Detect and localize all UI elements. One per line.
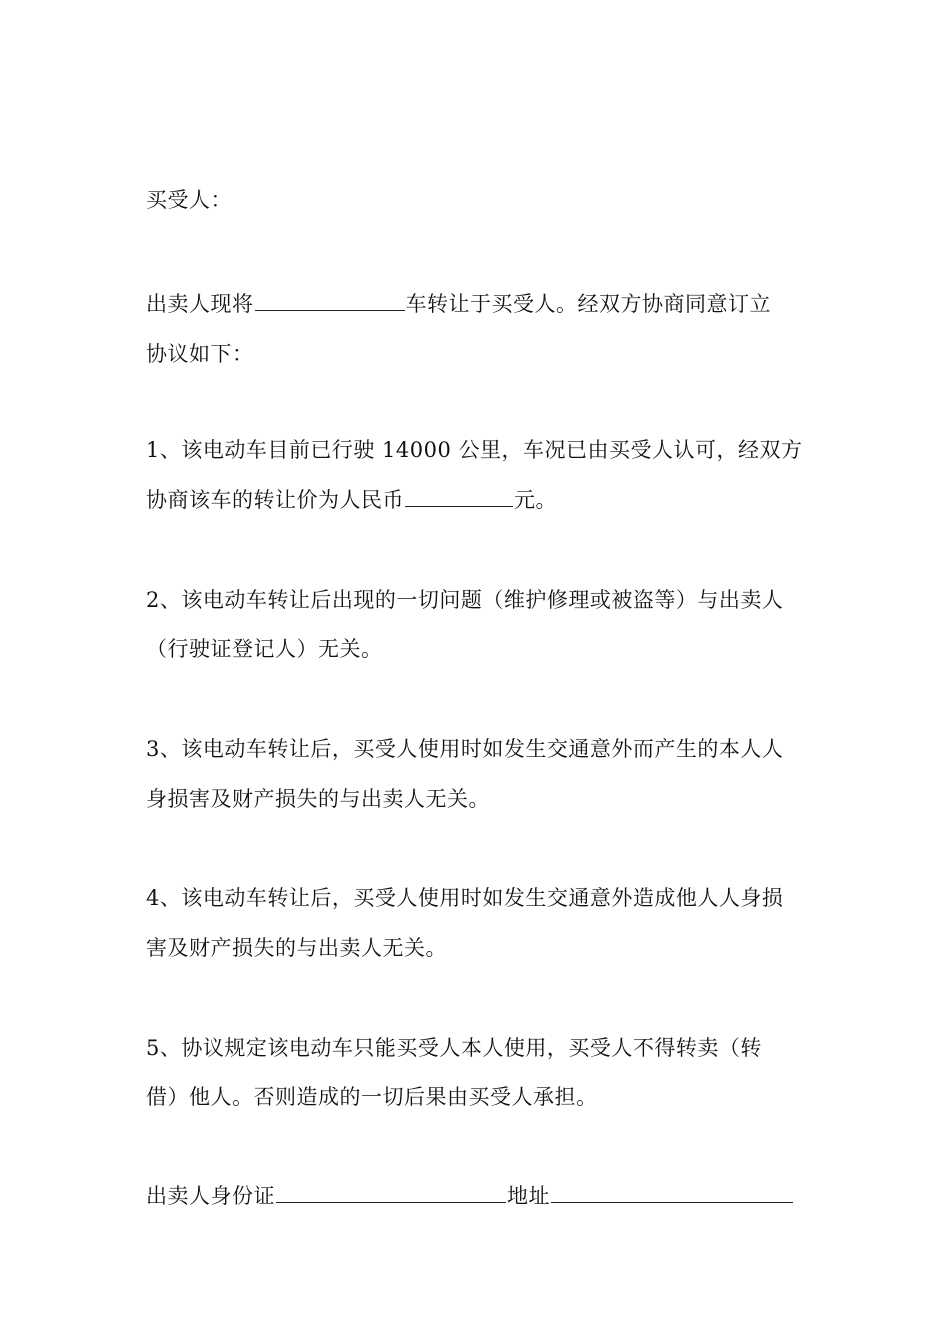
clause-4-line-2: 害及财产损失的与出卖人无关。 — [146, 936, 447, 960]
address-blank — [551, 1182, 793, 1203]
clause-4-line-1: 4、该电动车转让后，买受人使用时如发生交通意外造成他人人身损 — [146, 886, 784, 910]
seller-id-label: 出卖人身份证 — [146, 1184, 275, 1208]
intro-text-after-blank: 车转让于买受人。经双方协商同意订立 — [405, 292, 771, 316]
seller-id-address-line — [146, 1181, 794, 1211]
buyer-label: 买受人： — [146, 188, 232, 212]
intro-line-2: 协议如下： — [146, 342, 254, 366]
clause-3-line-2: 身损害及财产损失的与出卖人无关。 — [146, 787, 490, 811]
price-text-before-blank: 协商该车的转让价为人民币 — [146, 488, 404, 512]
clause-1-line-1: 1、该电动车目前已行驶 14000 公里，车况已由买受人认可，经双方 — [146, 438, 803, 462]
clause-2-line-1: 2、该电动车转让后出现的一切问题（维护修理或被盗等）与出卖人 — [146, 588, 784, 612]
price-blank — [405, 486, 513, 507]
vehicle-blank — [255, 290, 405, 311]
clause-5-line-2: 借）他人。否则造成的一切后果由买受人承担。 — [146, 1085, 598, 1109]
price-text-after-blank: 元。 — [514, 488, 557, 512]
clause-1-line-2 — [146, 485, 557, 515]
seller-id-blank — [276, 1182, 506, 1203]
clause-3-line-1: 3、该电动车转让后，买受人使用时如发生交通意外而产生的本人人 — [146, 737, 784, 761]
intro-text-before-blank: 出卖人现将 — [146, 292, 254, 316]
intro-line-1 — [146, 289, 771, 319]
address-label: 地址 — [507, 1184, 550, 1208]
clause-2-line-2: （行驶证登记人）无关。 — [146, 637, 383, 661]
clause-5-line-1: 5、协议规定该电动车只能买受人本人使用，买受人不得转卖（转 — [146, 1036, 762, 1060]
